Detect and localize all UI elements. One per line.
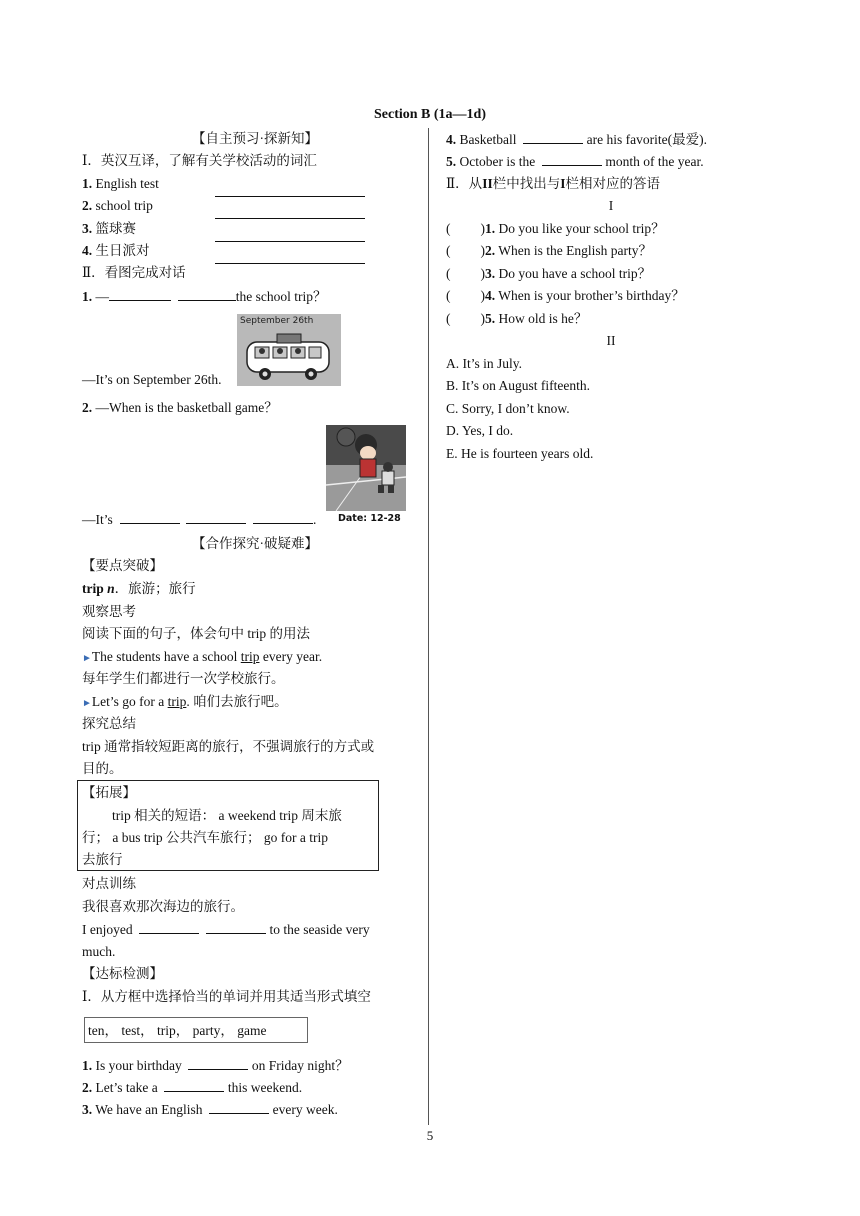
column-divider [428,128,429,1125]
key-word-line: trip n．旅游；旅行 [82,581,196,596]
fill-blank-2[interactable] [164,1077,224,1092]
fill-item-4: 4. Basketball are his favorite(最爱). [446,129,707,150]
match-heading: Ⅱ．从II栏中找出与I栏相对应的答语 [446,176,660,191]
dialogue-2-blank-a[interactable] [120,509,180,524]
fill-blank-4[interactable] [523,129,583,144]
page-number: 5 [426,1128,434,1143]
vocab-item-2: 2. school trip [82,198,153,213]
match-answer-c: C. Sorry, I don’t know. [446,401,570,416]
basketball-game-image [326,425,406,511]
extension-line-2: 行； a bus trip 公共汽车旅行； go for a trip [82,830,328,845]
match-answer-a: A. It’s in July. [446,356,523,371]
word-box-words: ten， test， trip， party， game [88,1023,267,1038]
drill-english-cont: much. [82,944,116,959]
summary-line-1: trip 通常指较短距离的旅行，不强调旅行的方式或 [82,739,375,754]
dialogue-1-blank-a[interactable] [109,286,171,301]
fill-blank-3[interactable] [209,1099,269,1114]
dialogue-1-answer: —It’s on September 26th. [82,372,222,387]
section2-heading: Ⅱ．看图完成对话 [82,265,186,280]
image-caption-game-date: Date: 12-28 [338,513,401,524]
page-title: Section B (1a—1d) [374,107,486,122]
observe-instruction: 阅读下面的句子，体会句中 trip 的用法 [82,626,310,641]
vocab-item-4: 4. 生日派对 [82,243,150,258]
dialogue-2-answer: —It’s . [82,509,316,530]
key-points-heading: 【要点突破】 [82,558,163,573]
dialogue-1-question: 1. — the school trip？ [82,286,327,307]
bullet-triangle-icon: ► [82,698,92,709]
extension-line-1: trip 相关的短语： a weekend trip 周末旅 [112,808,342,823]
summary-label: 探究总结 [82,716,136,731]
summary-line-2: 目的。 [82,761,123,776]
fill-blank-5[interactable] [542,151,602,166]
match-question-5: ( )5. How old is he？ [446,311,588,326]
vocab-blank-4[interactable] [215,249,365,264]
fill-item-2: 2. Let’s take a this weekend. [82,1077,302,1098]
dialogue-2-blank-c[interactable] [253,509,313,524]
preview-heading: 【自主预习·探新知】 [192,131,318,146]
drill-label: 对点训练 [82,876,136,891]
example-2: ►Let’s go for a trip. 咱们去旅行吧。 [82,694,288,709]
observe-label: 观察思考 [82,604,136,619]
match-question-1: ( )1. Do you like your school trip？ [446,221,665,236]
school-trip-bus-image [237,314,341,386]
drill-blank-b[interactable] [206,919,266,934]
vocab-blank-2[interactable] [215,204,365,219]
fill-item-1: 1. Is your birthday on Friday night？ [82,1055,349,1076]
match-answer-d: D. Yes, I do. [446,423,514,438]
vocab-item-1: 1. English test [82,176,159,191]
dialogue-2-blank-b[interactable] [186,509,246,524]
test-heading: 【达标检测】 [82,966,163,981]
drill-blank-a[interactable] [139,919,199,934]
extension-title: 【拓展】 [82,785,136,800]
vocab-blank-1[interactable] [215,182,365,197]
drill-chinese: 我很喜欢那次海边的旅行。 [82,899,244,914]
image-caption-date: September 26th [240,316,314,326]
column-i-label: I [608,198,614,213]
example-1-cn: 每年学生们都进行一次学校旅行。 [82,671,285,686]
explore-heading: 【合作探究·破疑难】 [192,536,318,551]
match-answer-b: B. It’s on August fifteenth. [446,378,590,393]
fill-item-5: 5. October is the month of the year. [446,151,704,172]
column-ii-label: II [606,333,616,348]
section1-heading: Ⅰ．英汉互译，了解有关学校活动的词汇 [82,153,317,168]
extension-line-3: 去旅行 [82,852,123,867]
vocab-item-3: 3. 篮球赛 [82,221,136,236]
bus-illustration [237,314,341,386]
example-1-en: ►The students have a school trip every year. [82,649,323,664]
vocab-blank-3[interactable] [215,227,365,242]
dialogue-1-blank-b[interactable] [178,286,236,301]
match-answer-e: E. He is fourteen years old. [446,446,594,461]
test1-heading: Ⅰ．从方框中选择恰当的单词并用其适当形式填空 [82,989,371,1004]
drill-english: I enjoyed to the seaside very [82,919,370,940]
bullet-triangle-icon: ► [82,653,92,664]
fill-item-3: 3. We have an English every week. [82,1099,338,1120]
match-question-2: ( )2. When is the English party？ [446,243,652,258]
fill-blank-1[interactable] [188,1055,248,1070]
basketball-illustration [326,425,406,511]
match-question-3: ( )3. Do you have a school trip？ [446,266,652,281]
dialogue-2-question: 2. —When is the basketball game？ [82,400,278,415]
match-question-4: ( )4. When is your brother’s birthday？ [446,288,685,303]
